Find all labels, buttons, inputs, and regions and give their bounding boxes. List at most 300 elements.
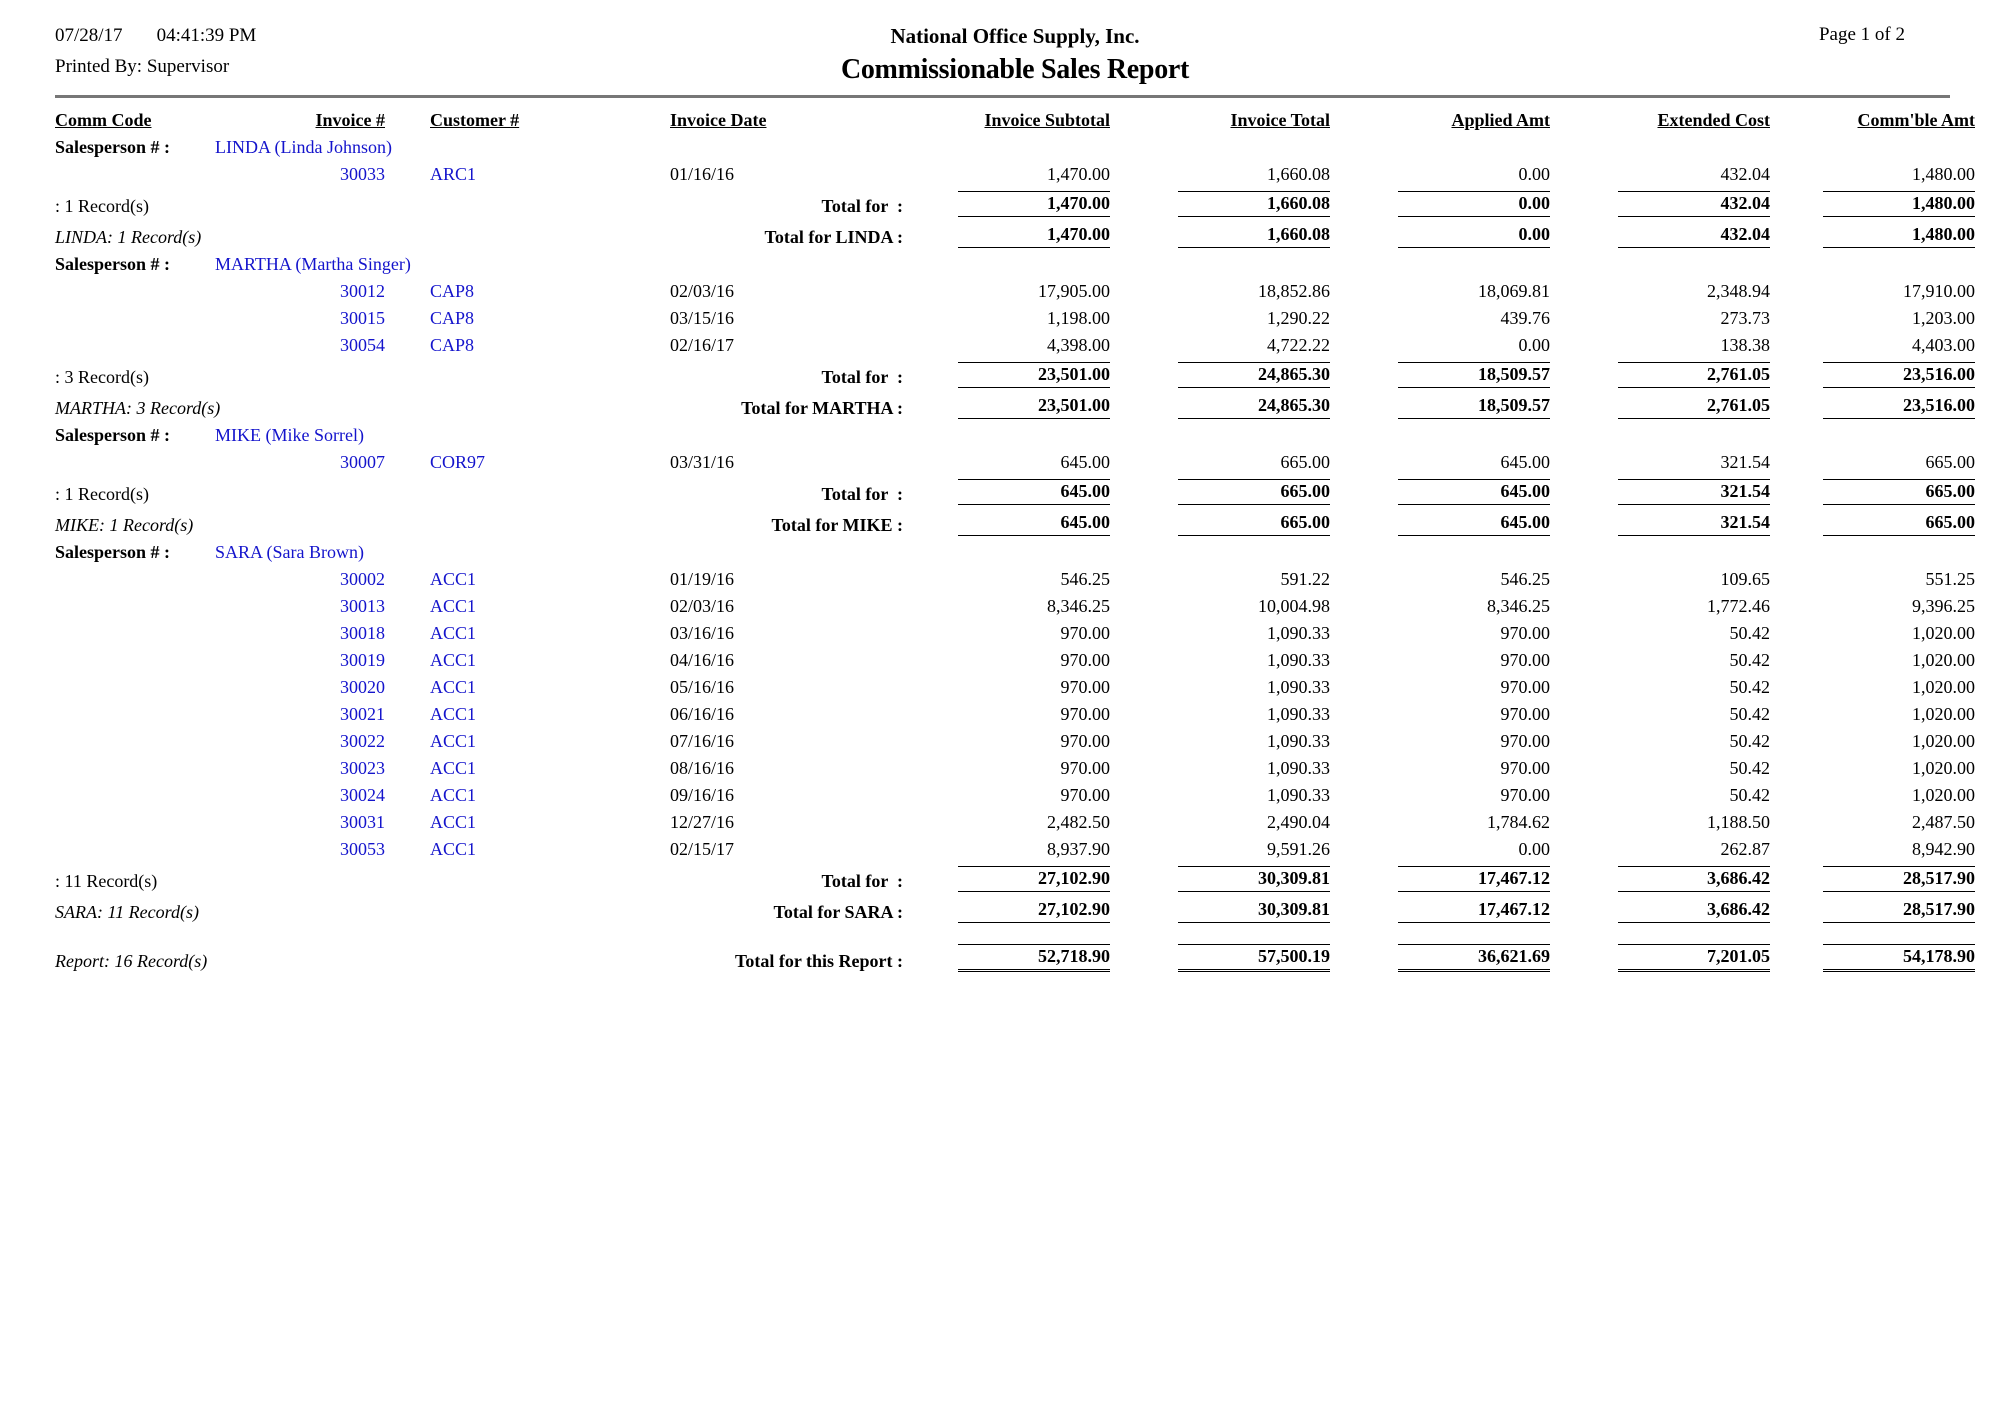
subtotal-amount bbox=[1550, 863, 1770, 895]
subtotal-amount-cell: 546.25 bbox=[1060, 569, 1110, 589]
invoice-date-cell: 09/16/16 bbox=[670, 785, 735, 805]
total-amount-cell: 1,090.33 bbox=[1267, 677, 1330, 697]
comm-code-cell bbox=[55, 836, 205, 863]
salesperson-row bbox=[55, 539, 1975, 566]
invoice-number-link[interactable]: 30022 bbox=[340, 731, 385, 751]
subtotal-amount-cell: 8,937.90 bbox=[1047, 839, 1110, 859]
invoice-number-link[interactable]: 30021 bbox=[340, 704, 385, 724]
applied-amount-cell: 970.00 bbox=[1500, 785, 1550, 805]
col-invoice-number: Invoice # bbox=[315, 110, 385, 130]
total-amount-cell: 1,090.33 bbox=[1267, 731, 1330, 751]
commble-amount-cell: 1,020.00 bbox=[1912, 731, 1975, 751]
total-amount-cell: 1,090.33 bbox=[1267, 650, 1330, 670]
extended-amount-cell: 262.87 bbox=[1720, 839, 1770, 859]
group-record-count: LINDA: 1 Record(s) bbox=[55, 227, 202, 247]
record-count: : 1 Record(s) bbox=[55, 484, 149, 504]
group-total-amount bbox=[1110, 895, 1330, 926]
report-total-amount bbox=[1330, 926, 1550, 975]
group-total-row bbox=[55, 895, 1975, 926]
invoice-number-link[interactable]: 30012 bbox=[340, 281, 385, 301]
record-count: : 3 Record(s) bbox=[55, 367, 149, 387]
report-record-count: Report: 16 Record(s) bbox=[55, 951, 208, 971]
invoice-number-link[interactable]: 30031 bbox=[340, 812, 385, 832]
total-amount-cell: 1,090.33 bbox=[1267, 785, 1330, 805]
invoice-number-link[interactable]: 30002 bbox=[340, 569, 385, 589]
total-amount-cell: 1,090.33 bbox=[1267, 623, 1330, 643]
salesperson-name[interactable]: LINDA (Linda Johnson) bbox=[215, 137, 392, 157]
comm-code-cell bbox=[55, 449, 205, 476]
subtotal-amount-value: 23,501.00 bbox=[958, 362, 1110, 388]
subtotal-amount-value: 321.54 bbox=[1618, 479, 1770, 505]
col-comm-code: Comm Code bbox=[55, 110, 152, 130]
total-amount-cell: 18,852.86 bbox=[1258, 281, 1330, 301]
group-total-amount-value: 2,761.05 bbox=[1618, 394, 1770, 419]
group-record-count: MARTHA: 3 Record(s) bbox=[55, 398, 221, 418]
subtotal-amount-value: 17,467.12 bbox=[1398, 866, 1550, 892]
group-total-amount-value: 30,309.81 bbox=[1178, 898, 1330, 923]
print-datetime bbox=[55, 24, 475, 48]
subtotal-amount bbox=[1770, 863, 1975, 895]
salesperson-row bbox=[55, 251, 1975, 278]
subtotal-amount-value: 27,102.90 bbox=[958, 866, 1110, 892]
header-center bbox=[475, 24, 1555, 86]
comm-code-cell bbox=[55, 161, 205, 188]
record-count: : 11 Record(s) bbox=[55, 871, 158, 891]
subtotal-amount bbox=[915, 188, 1110, 220]
commble-amount-cell: 2,487.50 bbox=[1912, 812, 1975, 832]
subtotal-amount-value: 0.00 bbox=[1398, 191, 1550, 217]
group-total-row bbox=[55, 391, 1975, 422]
extended-amount-cell: 50.42 bbox=[1729, 731, 1770, 751]
invoice-row bbox=[55, 809, 1975, 836]
customer-number-link[interactable]: CAP8 bbox=[430, 308, 475, 328]
subtotal-amount-cell: 645.00 bbox=[1060, 452, 1110, 472]
comm-code-cell bbox=[55, 566, 205, 593]
customer-number-link[interactable]: ACC1 bbox=[430, 704, 477, 724]
invoice-date-cell: 02/03/16 bbox=[670, 596, 735, 616]
report-total-amount bbox=[1110, 926, 1330, 975]
commble-amount-cell: 1,020.00 bbox=[1912, 650, 1975, 670]
subtotal-amount-cell: 1,470.00 bbox=[1047, 164, 1110, 184]
invoice-row bbox=[55, 674, 1975, 701]
group-total-amount-value: 17,467.12 bbox=[1398, 898, 1550, 923]
salesperson-row bbox=[55, 422, 1975, 449]
report-total-amount-value: 54,178.90 bbox=[1823, 944, 1975, 972]
group-total-amount-value: 665.00 bbox=[1823, 511, 1975, 536]
group-total-label: Total for LINDA : bbox=[764, 227, 903, 247]
invoice-number-link[interactable]: 30015 bbox=[340, 308, 385, 328]
invoice-row bbox=[55, 305, 1975, 332]
company-name: National Office Supply, Inc. bbox=[890, 24, 1140, 48]
report-total-amount-value: 36,621.69 bbox=[1398, 944, 1550, 972]
subtotal-amount bbox=[1110, 359, 1330, 391]
subtotal-label: Total for : bbox=[821, 871, 903, 891]
comm-code-cell bbox=[55, 755, 205, 782]
group-total-amount-value: 1,480.00 bbox=[1823, 223, 1975, 248]
customer-number-link[interactable]: COR97 bbox=[430, 452, 486, 472]
invoice-number-link[interactable]: 30023 bbox=[340, 758, 385, 778]
subtotal-amount bbox=[1330, 476, 1550, 508]
report-title: Commissionable Sales Report bbox=[840, 54, 1190, 85]
subtotal-amount-value: 23,516.00 bbox=[1823, 362, 1975, 388]
total-amount-cell: 10,004.98 bbox=[1258, 596, 1330, 616]
group-total-amount-value: 23,516.00 bbox=[1823, 394, 1975, 419]
applied-amount-cell: 970.00 bbox=[1500, 677, 1550, 697]
group-total-amount bbox=[915, 508, 1110, 539]
group-total-amount-value: 18,509.57 bbox=[1398, 394, 1550, 419]
applied-amount-cell: 8,346.25 bbox=[1487, 596, 1550, 616]
salesperson-name[interactable]: SARA (Sara Brown) bbox=[215, 542, 364, 562]
col-extended-cost: Extended Cost bbox=[1657, 110, 1770, 130]
subtotal-amount bbox=[1330, 359, 1550, 391]
header-left bbox=[55, 24, 475, 79]
customer-number-link[interactable]: ARC1 bbox=[430, 164, 477, 184]
invoice-row bbox=[55, 566, 1975, 593]
subtotal-amount bbox=[1770, 476, 1975, 508]
customer-number-link[interactable]: ACC1 bbox=[430, 569, 477, 589]
extended-amount-cell: 50.42 bbox=[1729, 785, 1770, 805]
print-date: 07/28/17 bbox=[55, 25, 123, 46]
invoice-row bbox=[55, 701, 1975, 728]
invoice-row bbox=[55, 332, 1975, 359]
group-total-amount-value: 28,517.90 bbox=[1823, 898, 1975, 923]
commble-amount-cell: 1,020.00 bbox=[1912, 623, 1975, 643]
subtotal-label: Total for : bbox=[821, 367, 903, 387]
invoice-row bbox=[55, 836, 1975, 863]
applied-amount-cell: 970.00 bbox=[1500, 623, 1550, 643]
subtotal-amount-value: 28,517.90 bbox=[1823, 866, 1975, 892]
group-total-row bbox=[55, 508, 1975, 539]
invoice-date-cell: 03/31/16 bbox=[670, 452, 735, 472]
group-total-amount-value: 3,686.42 bbox=[1618, 898, 1770, 923]
total-amount-cell: 4,722.22 bbox=[1267, 335, 1330, 355]
report-total-amount-value: 57,500.19 bbox=[1178, 944, 1330, 972]
invoice-number-link[interactable]: 30020 bbox=[340, 677, 385, 697]
group-total-amount-value: 1,470.00 bbox=[958, 223, 1110, 248]
extended-amount-cell: 50.42 bbox=[1729, 758, 1770, 778]
extended-amount-cell: 273.73 bbox=[1720, 308, 1770, 328]
subtotal-row bbox=[55, 476, 1975, 508]
group-total-amount bbox=[1770, 508, 1975, 539]
subtotal-amount bbox=[915, 863, 1110, 895]
subtotal-amount bbox=[1110, 188, 1330, 220]
subtotal-amount-cell: 970.00 bbox=[1060, 677, 1110, 697]
subtotal-amount-cell: 4,398.00 bbox=[1047, 335, 1110, 355]
group-total-amount bbox=[1770, 391, 1975, 422]
col-commble-amt: Comm'ble Amt bbox=[1857, 110, 1975, 130]
applied-amount-cell: 546.25 bbox=[1500, 569, 1550, 589]
subtotal-amount bbox=[1550, 188, 1770, 220]
report-total-amount bbox=[1550, 926, 1770, 975]
group-total-label: Total for MIKE : bbox=[771, 515, 903, 535]
applied-amount-cell: 18,069.81 bbox=[1478, 281, 1550, 301]
comm-code-cell bbox=[55, 647, 205, 674]
group-total-amount bbox=[915, 391, 1110, 422]
report-total-amount bbox=[915, 926, 1110, 975]
extended-amount-cell: 50.42 bbox=[1729, 704, 1770, 724]
group-total-amount bbox=[1550, 895, 1770, 926]
subtotal-amount-value: 3,686.42 bbox=[1618, 866, 1770, 892]
invoice-row bbox=[55, 161, 1975, 188]
group-total-amount bbox=[1550, 391, 1770, 422]
subtotal-amount-value: 665.00 bbox=[1178, 479, 1330, 505]
subtotal-amount-value: 645.00 bbox=[958, 479, 1110, 505]
subtotal-row bbox=[55, 863, 1975, 895]
invoice-number-link[interactable]: 30054 bbox=[340, 335, 385, 355]
invoice-number-link[interactable]: 30019 bbox=[340, 650, 385, 670]
subtotal-amount-value: 432.04 bbox=[1618, 191, 1770, 217]
salesperson-label: Salesperson # : bbox=[55, 542, 171, 562]
invoice-date-cell: 01/19/16 bbox=[670, 569, 735, 589]
invoice-date-cell: 12/27/16 bbox=[670, 812, 735, 832]
invoice-date-cell: 06/16/16 bbox=[670, 704, 735, 724]
applied-amount-cell: 970.00 bbox=[1500, 650, 1550, 670]
subtotal-amount-cell: 970.00 bbox=[1060, 785, 1110, 805]
total-amount-cell: 1,660.08 bbox=[1267, 164, 1330, 184]
group-total-amount bbox=[1550, 508, 1770, 539]
applied-amount-cell: 0.00 bbox=[1518, 839, 1550, 859]
applied-amount-cell: 439.76 bbox=[1500, 308, 1550, 328]
group-total-amount-value: 27,102.90 bbox=[958, 898, 1110, 923]
extended-amount-cell: 1,188.50 bbox=[1707, 812, 1770, 832]
customer-number-link[interactable]: ACC1 bbox=[430, 758, 477, 778]
comm-code-cell bbox=[55, 305, 205, 332]
invoice-date-cell: 03/16/16 bbox=[670, 623, 735, 643]
extended-amount-cell: 109.65 bbox=[1720, 569, 1770, 589]
applied-amount-cell: 1,784.62 bbox=[1487, 812, 1550, 832]
subtotal-amount-value: 18,509.57 bbox=[1398, 362, 1550, 388]
column-header-row bbox=[55, 106, 1975, 134]
total-amount-cell: 9,591.26 bbox=[1267, 839, 1330, 859]
commble-amount-cell: 551.25 bbox=[1925, 569, 1975, 589]
group-total-amount bbox=[1770, 895, 1975, 926]
subtotal-amount-value: 2,761.05 bbox=[1618, 362, 1770, 388]
extended-amount-cell: 138.38 bbox=[1720, 335, 1770, 355]
comm-code-cell bbox=[55, 701, 205, 728]
group-record-count: MIKE: 1 Record(s) bbox=[55, 515, 194, 535]
subtotal-amount bbox=[1330, 188, 1550, 220]
extended-amount-cell: 2,348.94 bbox=[1707, 281, 1770, 301]
customer-number-link[interactable]: ACC1 bbox=[430, 812, 477, 832]
subtotal-amount-cell: 970.00 bbox=[1060, 731, 1110, 751]
group-total-amount-value: 0.00 bbox=[1398, 223, 1550, 248]
customer-number-link[interactable]: CAP8 bbox=[430, 281, 475, 301]
col-customer-number: Customer # bbox=[430, 110, 520, 130]
page-number: Page 1 of 2 bbox=[1818, 24, 1905, 45]
extended-amount-cell: 432.04 bbox=[1720, 164, 1770, 184]
subtotal-amount-cell: 970.00 bbox=[1060, 623, 1110, 643]
commble-amount-cell: 1,020.00 bbox=[1912, 758, 1975, 778]
invoice-row bbox=[55, 647, 1975, 674]
invoice-date-cell: 02/03/16 bbox=[670, 281, 735, 301]
invoice-number-link[interactable]: 30007 bbox=[340, 452, 385, 472]
header-rule bbox=[55, 95, 1950, 98]
invoice-row bbox=[55, 278, 1975, 305]
group-total-amount bbox=[1330, 895, 1550, 926]
group-total-label: Total for SARA : bbox=[773, 902, 903, 922]
subtotal-amount-value: 645.00 bbox=[1398, 479, 1550, 505]
col-invoice-total: Invoice Total bbox=[1230, 110, 1330, 130]
commble-amount-cell: 1,020.00 bbox=[1912, 785, 1975, 805]
customer-number-link[interactable]: ACC1 bbox=[430, 650, 477, 670]
extended-amount-cell: 321.54 bbox=[1720, 452, 1770, 472]
subtotal-label: Total for : bbox=[821, 196, 903, 216]
salesperson-label: Salesperson # : bbox=[55, 425, 171, 445]
invoice-row bbox=[55, 620, 1975, 647]
invoice-date-cell: 04/16/16 bbox=[670, 650, 735, 670]
col-invoice-date: Invoice Date bbox=[670, 110, 767, 130]
printed-by: Printed By: Supervisor bbox=[55, 56, 230, 77]
comm-code-cell bbox=[55, 674, 205, 701]
report-total-amount-value: 7,201.05 bbox=[1618, 944, 1770, 972]
customer-number-link[interactable]: ACC1 bbox=[430, 623, 477, 643]
extended-amount-cell: 1,772.46 bbox=[1707, 596, 1770, 616]
group-total-amount bbox=[1550, 220, 1770, 251]
commble-amount-cell: 17,910.00 bbox=[1903, 281, 1975, 301]
col-applied-amt: Applied Amt bbox=[1451, 110, 1550, 130]
total-amount-cell: 665.00 bbox=[1280, 452, 1330, 472]
total-amount-cell: 1,290.22 bbox=[1267, 308, 1330, 328]
customer-number-link[interactable]: ACC1 bbox=[430, 839, 477, 859]
subtotal-amount-value: 665.00 bbox=[1823, 479, 1975, 505]
group-total-amount-value: 23,501.00 bbox=[958, 394, 1110, 419]
subtotal-amount bbox=[1110, 476, 1330, 508]
comm-code-cell bbox=[55, 809, 205, 836]
applied-amount-cell: 0.00 bbox=[1518, 164, 1550, 184]
group-total-amount bbox=[1770, 220, 1975, 251]
commble-amount-cell: 8,942.90 bbox=[1912, 839, 1975, 859]
group-total-amount-value: 432.04 bbox=[1618, 223, 1770, 248]
invoice-date-cell: 01/16/16 bbox=[670, 164, 735, 184]
comm-code-cell bbox=[55, 593, 205, 620]
group-total-amount-value: 1,660.08 bbox=[1178, 223, 1330, 248]
invoice-date-cell: 03/15/16 bbox=[670, 308, 735, 328]
comm-code-cell bbox=[55, 332, 205, 359]
commble-amount-cell: 1,480.00 bbox=[1912, 164, 1975, 184]
invoice-number-link[interactable]: 30018 bbox=[340, 623, 385, 643]
subtotal-amount bbox=[915, 359, 1110, 391]
salesperson-label: Salesperson # : bbox=[55, 254, 171, 274]
subtotal-label: Total for : bbox=[821, 484, 903, 504]
group-total-amount-value: 321.54 bbox=[1618, 511, 1770, 536]
commble-amount-cell: 9,396.25 bbox=[1912, 596, 1975, 616]
group-total-amount-value: 24,865.30 bbox=[1178, 394, 1330, 419]
comm-code-cell bbox=[55, 278, 205, 305]
commble-amount-cell: 665.00 bbox=[1925, 452, 1975, 472]
comm-code-cell bbox=[55, 620, 205, 647]
salesperson-name[interactable]: MIKE (Mike Sorrel) bbox=[215, 425, 364, 445]
subtotal-row bbox=[55, 188, 1975, 220]
invoice-row bbox=[55, 449, 1975, 476]
group-total-row bbox=[55, 220, 1975, 251]
report-total-amount-value: 52,718.90 bbox=[958, 944, 1110, 972]
extended-amount-cell: 50.42 bbox=[1729, 623, 1770, 643]
subtotal-amount-value: 1,660.08 bbox=[1178, 191, 1330, 217]
invoice-date-cell: 02/15/17 bbox=[670, 839, 735, 859]
subtotal-amount bbox=[1770, 359, 1975, 391]
customer-number-link[interactable]: ACC1 bbox=[430, 596, 477, 616]
invoice-date-cell: 08/16/16 bbox=[670, 758, 735, 778]
col-invoice-subtotal: Invoice Subtotal bbox=[984, 110, 1110, 130]
salesperson-label: Salesperson # : bbox=[55, 137, 171, 157]
customer-number-link[interactable]: ACC1 bbox=[430, 731, 477, 751]
invoice-row bbox=[55, 782, 1975, 809]
subtotal-amount-cell: 970.00 bbox=[1060, 758, 1110, 778]
commble-amount-cell: 1,020.00 bbox=[1912, 704, 1975, 724]
invoice-number-link[interactable]: 30053 bbox=[340, 839, 385, 859]
subtotal-amount bbox=[1550, 359, 1770, 391]
customer-number-link[interactable]: CAP8 bbox=[430, 335, 475, 355]
group-total-label: Total for MARTHA : bbox=[741, 398, 903, 418]
comm-code-cell bbox=[55, 782, 205, 809]
total-amount-cell: 591.22 bbox=[1280, 569, 1330, 589]
applied-amount-cell: 0.00 bbox=[1518, 335, 1550, 355]
subtotal-amount-cell: 1,198.00 bbox=[1047, 308, 1110, 328]
print-time: 04:41:39 PM bbox=[156, 25, 257, 46]
subtotal-amount-cell: 970.00 bbox=[1060, 650, 1110, 670]
invoice-number-link[interactable]: 30024 bbox=[340, 785, 385, 805]
commble-amount-cell: 1,203.00 bbox=[1912, 308, 1975, 328]
invoice-row bbox=[55, 593, 1975, 620]
commble-amount-cell: 4,403.00 bbox=[1912, 335, 1975, 355]
invoice-number-link[interactable]: 30013 bbox=[340, 596, 385, 616]
commble-amount-cell: 1,020.00 bbox=[1912, 677, 1975, 697]
report-total-amount bbox=[1770, 926, 1975, 975]
record-count: : 1 Record(s) bbox=[55, 196, 149, 216]
group-total-amount bbox=[1330, 508, 1550, 539]
invoice-row bbox=[55, 755, 1975, 782]
group-total-amount bbox=[1330, 220, 1550, 251]
subtotal-amount bbox=[1110, 863, 1330, 895]
invoice-row bbox=[55, 728, 1975, 755]
invoice-date-cell: 05/16/16 bbox=[670, 677, 735, 697]
group-total-amount-value: 645.00 bbox=[958, 511, 1110, 536]
subtotal-amount-cell: 17,905.00 bbox=[1038, 281, 1110, 301]
report-table bbox=[55, 106, 1975, 975]
customer-number-link[interactable]: ACC1 bbox=[430, 677, 477, 697]
salesperson-name[interactable]: MARTHA (Martha Singer) bbox=[215, 254, 411, 274]
extended-amount-cell: 50.42 bbox=[1729, 677, 1770, 697]
subtotal-amount bbox=[915, 476, 1110, 508]
salesperson-row bbox=[55, 134, 1975, 161]
group-total-amount bbox=[1330, 391, 1550, 422]
subtotal-amount-cell: 970.00 bbox=[1060, 704, 1110, 724]
applied-amount-cell: 970.00 bbox=[1500, 758, 1550, 778]
extended-amount-cell: 50.42 bbox=[1729, 650, 1770, 670]
subtotal-amount-value: 30,309.81 bbox=[1178, 866, 1330, 892]
subtotal-amount-cell: 2,482.50 bbox=[1047, 812, 1110, 832]
report-total-label: Total for this Report : bbox=[735, 951, 903, 971]
comm-code-cell bbox=[55, 728, 205, 755]
subtotal-amount bbox=[1550, 476, 1770, 508]
subtotal-amount-value: 1,480.00 bbox=[1823, 191, 1975, 217]
customer-number-link[interactable]: ACC1 bbox=[430, 785, 477, 805]
group-total-amount bbox=[915, 220, 1110, 251]
group-total-amount-value: 665.00 bbox=[1178, 511, 1330, 536]
subtotal-amount bbox=[1770, 188, 1975, 220]
group-total-amount bbox=[915, 895, 1110, 926]
total-amount-cell: 1,090.33 bbox=[1267, 758, 1330, 778]
applied-amount-cell: 970.00 bbox=[1500, 704, 1550, 724]
group-record-count: SARA: 11 Record(s) bbox=[55, 902, 199, 922]
group-total-amount bbox=[1110, 391, 1330, 422]
group-total-amount bbox=[1110, 508, 1330, 539]
group-total-amount-value: 645.00 bbox=[1398, 511, 1550, 536]
group-total-amount bbox=[1110, 220, 1330, 251]
applied-amount-cell: 970.00 bbox=[1500, 731, 1550, 751]
invoice-date-cell: 02/16/17 bbox=[670, 335, 735, 355]
invoice-number-link[interactable]: 30033 bbox=[340, 164, 385, 184]
